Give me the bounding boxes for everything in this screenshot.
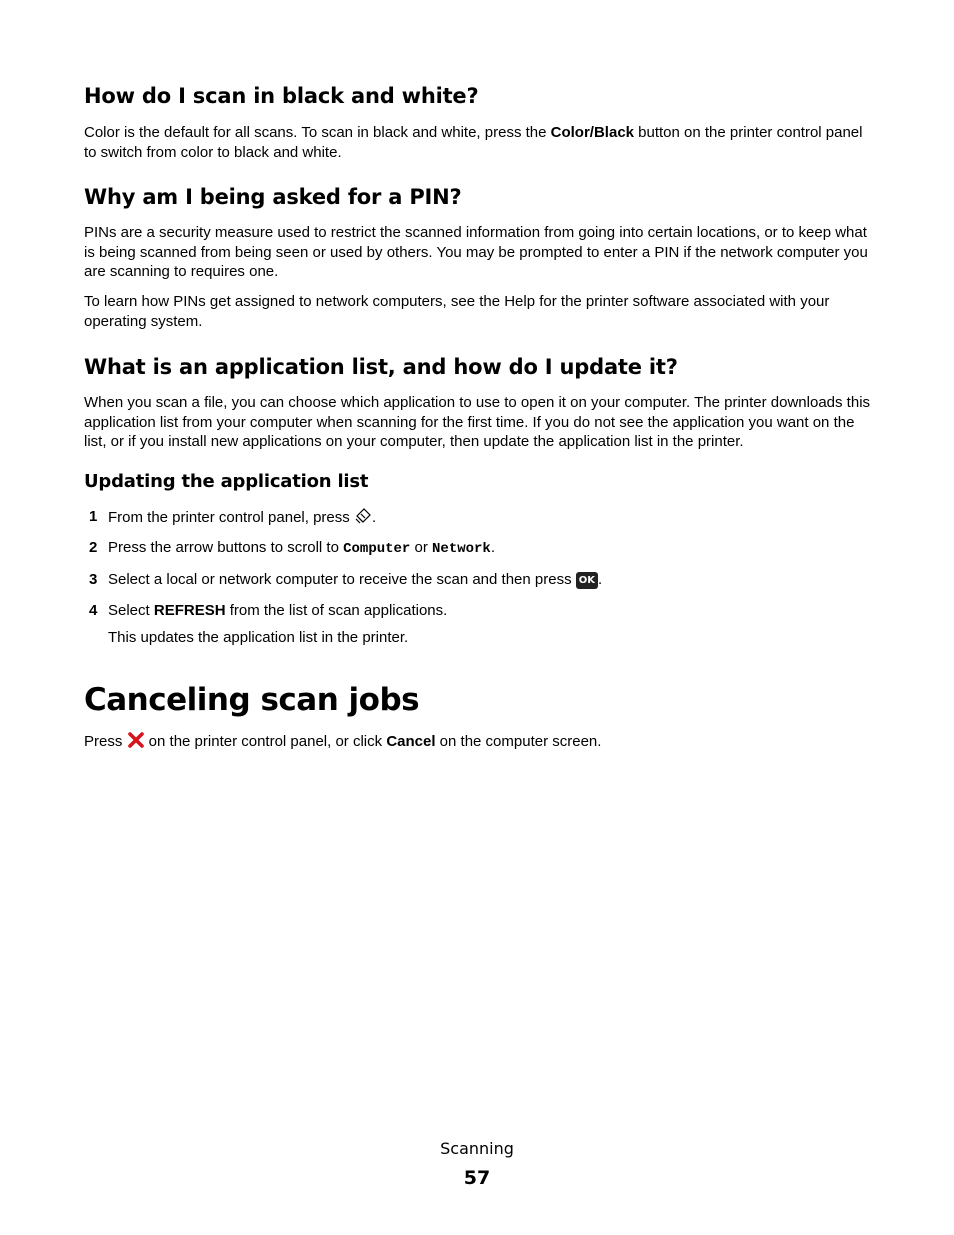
text-run: Color is the default for all scans. To scan in black and white, press the xyxy=(84,124,551,141)
text-run: on the printer control panel, or click xyxy=(144,733,387,750)
menu-option-network: Network xyxy=(432,541,491,557)
text-run: or xyxy=(410,539,433,556)
para-canceling xyxy=(84,731,874,752)
cancel-x-icon xyxy=(127,731,145,749)
text-run: . xyxy=(490,539,495,556)
heading-black-white: How do I scan in black and white? xyxy=(84,84,479,108)
text-run: from the list of scan applications. xyxy=(225,602,448,619)
subheading-updating: Updating the application list xyxy=(84,471,369,492)
step-text xyxy=(108,601,868,621)
para-black-white-text xyxy=(84,123,874,162)
step-number: 1 xyxy=(89,508,98,525)
cancel-label: Cancel xyxy=(386,733,436,750)
step-number: 4 xyxy=(89,602,98,619)
para-app-list-text: When you scan a file, you can choose which application to use to open it on your computer. The printer downloads this application list from your computer when scanning for the first time. If you do not see the application you want on the list, or if you install new applications on your computer, then update the application list in the printer. xyxy=(84,394,871,450)
scan-icon xyxy=(354,507,372,525)
color-black-label: Color/Black xyxy=(550,124,634,141)
step-text xyxy=(108,507,868,528)
step-note-text: This updates the application list in the printer. xyxy=(108,629,409,646)
text-run: Select xyxy=(108,602,154,619)
menu-option-computer: Computer xyxy=(343,541,411,557)
text-run: on the computer screen. xyxy=(435,733,602,750)
para-pin-2-text: To learn how PINs get assigned to network computers, see the Help for the printer software associated with your operating system. xyxy=(84,293,830,330)
text-run: button on the printer control panel to switch from color to black and white. xyxy=(84,124,863,161)
para-pin-1-text: PINs are a security measure used to restrict the scanned information from going into certain locations, or to keep what is being scanned from being seen or used by others. You may be prompted to enter a PIN if the network computer you are scanning to requires one. xyxy=(84,224,868,280)
para-canceling-text xyxy=(84,731,874,752)
para-pin-1 xyxy=(84,223,874,282)
text-run: Press the arrow buttons to scroll to xyxy=(108,539,344,556)
heading-app-list: What is an application list, and how do I update it? xyxy=(84,355,678,379)
section-black-white xyxy=(84,84,874,108)
section-app-list xyxy=(84,355,874,379)
para-black-white xyxy=(84,123,874,162)
ok-button-icon: OK xyxy=(576,572,598,589)
section-pin xyxy=(84,185,874,209)
text-run: Press xyxy=(84,733,127,750)
heading-canceling: Canceling scan jobs xyxy=(84,682,420,718)
step-number: 2 xyxy=(89,539,98,556)
para-pin-2 xyxy=(84,292,874,331)
para-app-list xyxy=(84,393,874,452)
text-run: From the printer control panel, press xyxy=(108,509,354,526)
step-number: 3 xyxy=(89,571,98,588)
footer-section-label: Scanning xyxy=(440,1139,514,1158)
section-canceling xyxy=(84,682,874,718)
step-text xyxy=(108,570,868,590)
text-run: . xyxy=(371,509,377,526)
text-run: Select a local or network computer to receive the scan and then press xyxy=(108,571,576,588)
text-run: . xyxy=(598,571,603,588)
refresh-label: REFRESH xyxy=(153,602,226,619)
page-number: 57 xyxy=(463,1167,491,1189)
heading-pin: Why am I being asked for a PIN? xyxy=(84,185,462,209)
step-text xyxy=(108,538,868,560)
subsection-updating xyxy=(84,471,874,492)
